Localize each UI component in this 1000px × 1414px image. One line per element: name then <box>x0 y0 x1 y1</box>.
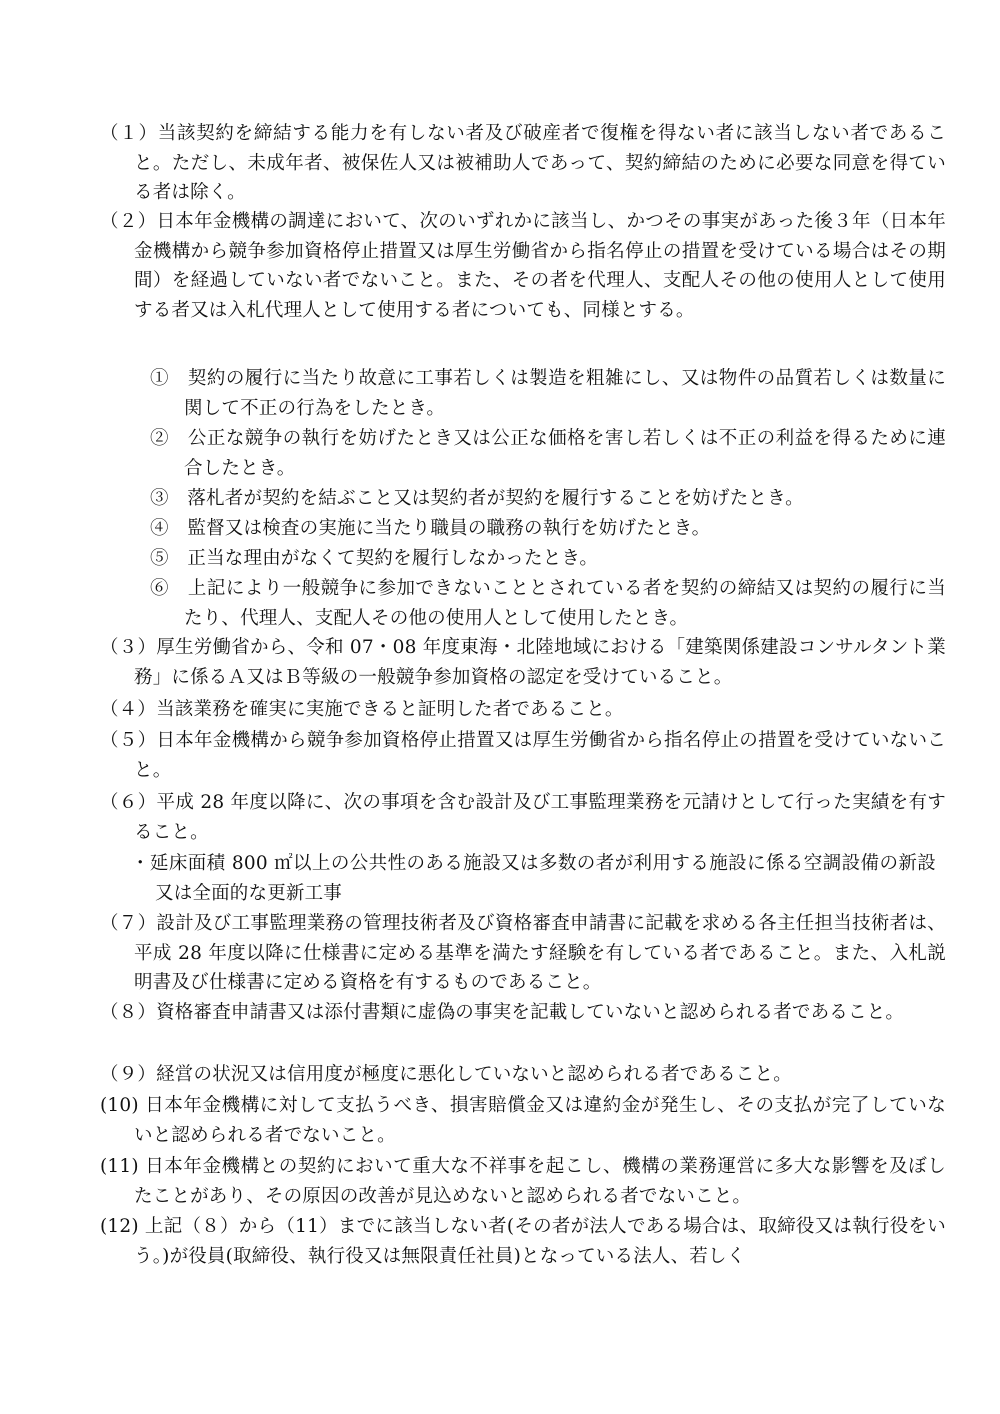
disqualification-subitem-5: ⑤ 正当な理由がなくて契約を履行しなかったとき。 <box>150 548 599 569</box>
eligibility-item-10: (10) 日本年金機構に対して支払うべき、損害賠償金又は違約金が発生し、その支払が完了していないと認められる者でないこと。 <box>100 1095 946 1146</box>
disqualification-subitem-2: ② 公正な競争の執行を妨げたとき又は公正な価格を害し若しくは不正の利益を得るために連合したとき。 <box>150 428 946 479</box>
eligibility-item-2: （２）日本年金機構の調達において、次のいずれかに該当し、かつその事実があった後３年（日本年金機構から競争参加資格停止措置又は厚生労働省から指名停止の措置を受けている場合はその期間）を経過していない者でないこと。また、その者を代理人、支配人その他の使用人として使用する者又は入札代理人として使用する者についても、同様とする。 <box>100 211 946 321</box>
disqualification-subitem-6: ⑥ 上記により一般競争に参加できないこととされている者を契約の締結又は契約の履行に当たり、代理人、支配人その他の使用人として使用したとき。 <box>150 578 946 629</box>
eligibility-item-1: （１）当該契約を締結する能力を有しない者及び破産者で復権を得ない者に該当しない者であること。ただし、未成年者、被保佐人又は被補助人であって、契約締結のために必要な同意を得ている者は除く。 <box>100 123 946 203</box>
disqualification-subitem-3: ③ 落札者が契約を結ぶこと又は契約者が契約を履行することを妨げたとき。 <box>150 488 804 509</box>
eligibility-item-12: (12) 上記（８）から（11）までに該当しない者(その者が法人である場合は、取締役又は執行役をいう。)が役員(取締役、執行役又は無限責任社員)となっている法人、若しく <box>100 1216 946 1267</box>
eligibility-item-5: （５）日本年金機構から競争参加資格停止措置又は厚生労働省から指名停止の措置を受けていないこと。 <box>100 730 946 781</box>
eligibility-item-9: （９）経営の状況又は信用度が極度に悪化していないと認められる者であること。 <box>100 1064 792 1085</box>
disqualification-subitem-4: ④ 監督又は検査の実施に当たり職員の職務の執行を妨げたとき。 <box>150 518 711 539</box>
eligibility-item-3: （３）厚生労働省から、令和 07・08 年度東海・北陸地域における「建築関係建設コンサルタント業務」に係るＡ又はＢ等級の一般競争参加資格の認定を受けていること。 <box>100 637 946 688</box>
eligibility-item-8: （８）資格審査申請書又は添付書類に虚偽の事実を記載していないと認められる者であること。 <box>100 1002 905 1023</box>
disqualification-subitem-1: ① 契約の履行に当たり故意に工事若しくは製造を粗雑にし、又は物件の品質若しくは数量に関して不正の行為をしたとき。 <box>150 368 946 419</box>
eligibility-item-4: （４）当該業務を確実に実施できると証明した者であること。 <box>100 699 624 720</box>
experience-requirement-bullet: ・延床面積 800 ㎡以上の公共性のある施設又は多数の者が利用する施設に係る空調設備の新設又は全面的な更新工事 <box>131 853 936 904</box>
eligibility-item-6: （６）平成 28 年度以降に、次の事項を含む設計及び工事監理業務を元請けとして行った実績を有すること。 <box>100 792 946 843</box>
eligibility-item-7: （７）設計及び工事監理業務の管理技術者及び資格審査申請書に記載を求める各主任担当技術者は、平成 28 年度以降に仕様書に定める基準を満たす経験を有している者であること。また、入札説明書及び仕様書に定める資格を有するものであること。 <box>100 913 946 993</box>
eligibility-item-11: (11) 日本年金機構との契約において重大な不祥事を起こし、機構の業務運営に多大な影響を及ぼしたことがあり、その原因の改善が見込めないと認められる者でないこと。 <box>100 1156 946 1207</box>
